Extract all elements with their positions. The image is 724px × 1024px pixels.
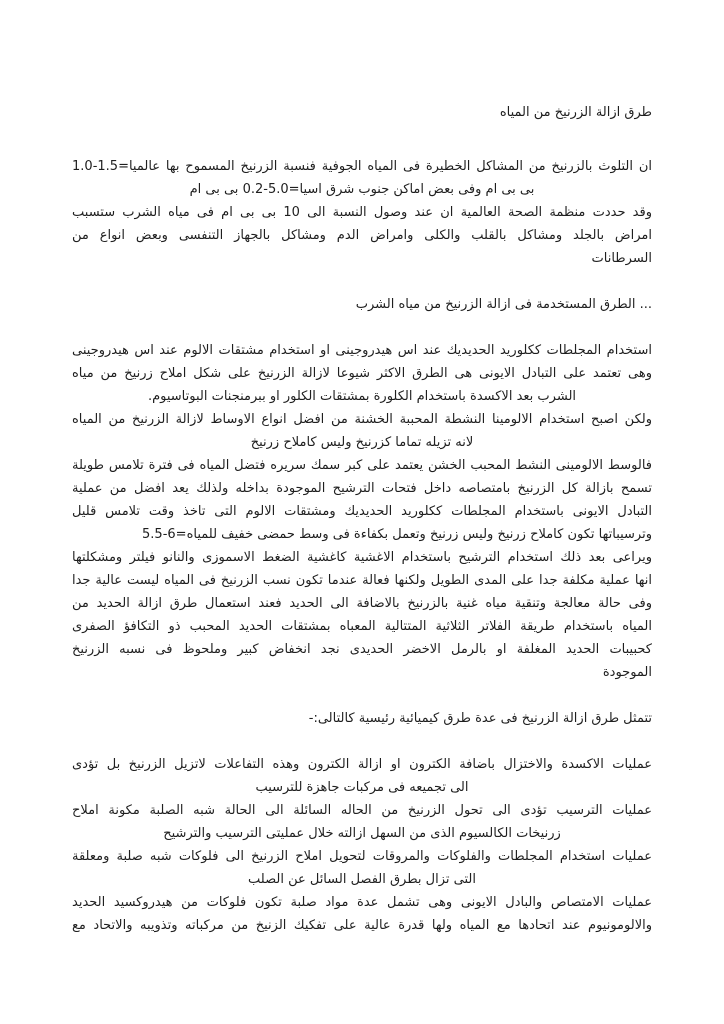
document-line: لانه تزيله تماما كزرنيخ وليس كاملاح زرنيخ <box>250 435 474 450</box>
document-line: الموجودة <box>602 665 652 680</box>
document-line: وفى حالة معالجة وتنقية مياه غنية بالزرنيخ بالاضافة الى الحديد فعند استعمال طرق ازالة الحديد من <box>72 596 652 611</box>
document-line: التى تزال بطرق الفصل السائل عن الصلب <box>248 872 476 887</box>
document-content <box>72 101 652 937</box>
document-line: والالومونيوم عند اتحادها مع المياه ولها قدرة عالية على تفكيك الزنيخ من مركباته وتذويبه والاتحاد مع <box>72 918 652 933</box>
document-line: الشرب بعد الاكسدة باستخدام الكلورة بمشتقات الكلور او ببرمنجنات البوتاسيوم. <box>147 389 577 404</box>
document-line: زرنيخات الكالسيوم الذى من السهل ازالته خلال عمليتى الترسيب والترشيح <box>163 826 561 841</box>
document-line: امراض بالجلد ومشاكل بالقلب والكلى وامراض الدم ومشاكل بالجهاز التنفسى وبعض انواع من <box>72 228 652 243</box>
document-line: انها عملية مكلفة جدا على المدى الطويل ولكنها فعالة عندما تكون نسب الزرنيخ فى المياه ليست عالية جدا <box>72 573 652 588</box>
document-line: التبادل الايونى باستخدام المجلطات ككلوريد الحديديك ومشتقات الالوم التى تاخذ وقت تلامس قليل <box>72 504 652 519</box>
document-line: ويراعى بعد ذلك استخدام الترشيح باستخدام الاغشية كاغشية الضغط الاسموزى والنانو فيلتر ومشكلتها <box>72 550 652 565</box>
document-title: طرق ازالة الزرنيخ من المياه <box>499 105 652 120</box>
document-line: وهى تعتمد على التبادل الايونى هى الطرق الاكثر شيوعا لازالة الزرنيخ على شكل املاح زرنيخ من مياه <box>72 366 652 381</box>
section-heading: تتمثل طرق ازالة الزرنيخ فى عدة طرق كيميائية رئيسية كالتالى:- <box>308 711 652 726</box>
document-line: عمليات استخدام المجلطات والفلوكات والمروقات لتحويل املاح الزرنيخ الى فلوكات شبه صلبة ومعلقة <box>72 849 652 864</box>
document-line: ولكن اصبح استخدام الالومينا النشطة المحببة الخشنة من افضل انواع الاوساط لازالة الزرنيخ من المياه <box>72 412 652 427</box>
document-line: السرطانات <box>591 251 652 266</box>
document-line: عمليات الاكسدة والاختزال باضافة الكترون او ازالة الكترون وهذه التفاعلات لاتزيل الزرنيخ بل تؤدى <box>72 757 652 772</box>
document-line: عمليات الامتصاص والبادل الايونى وهى تشمل عدة مواد صلبة تكون فلوكات من هيدروكسيد الحديد <box>72 895 652 910</box>
document-line: بى بى ام وفى بعض اماكن جنوب شرق اسيا=5.0-0.2 بى بى ام <box>189 182 535 197</box>
document-line: ان التلوث بالزرنيخ من المشاكل الخطيرة فى المياه الجوفية فنسبة الزرنيخ المسموح بها عالميا=1.5-1.0 <box>72 159 652 174</box>
section-heading: ... الطرق المستخدمة فى ازالة الزرنيخ من مياه الشرب <box>355 297 652 312</box>
document-line: وترسيباتها تكون كاملاح زرنيخ وليس زرنيخ وتعمل بكفاءة فى وسط حمضى خفيف للمياه=6-5.5 <box>142 527 652 542</box>
document-line: كحبيبات الحديد المغلفة او بالرمل الاخضر الحديدى نجد انخفاض كبير وملحوظ فى نسبه الزرنيخ <box>72 642 652 657</box>
document-line: فالوسط الالومينى النشط المحبب الخشن يعتمد على كبر سمك سريره فتضل المياه فى فترة تلامس طويلة <box>72 458 652 473</box>
document-line: استخدام المجلطات ككلوريد الحديديك عند اس هيدروجينى او استخدام مشتقات الالوم عند اس هيدروجينى <box>72 343 652 358</box>
document-line: الى تجميعه فى مركبات جاهزة للترسيب <box>255 780 469 795</box>
document-line: عمليات الترسيب تؤدى الى تحول الزرنيخ من الحاله السائلة الى الحالة شبه الصلبة مكونة املاح <box>72 803 652 818</box>
document-line: وقد حددت منظمة الصحة العالمية ان عند وصول النسبة الى 10 بى بى ام فى مياه الشرب ستسبب <box>72 205 652 220</box>
document-line: تسمح بازالة كل الزرنيخ بامتصاصه داخل فتحات الترشيح الموجودة بداخله ولذلك يعد افضل من عملية <box>72 481 652 496</box>
document-line: المياه باستخدام طريقة الفلاتر الثلاثية المتتالية المعباه بمشتقات الحديد المحبب ذو التكافؤ الصفرى <box>72 619 652 634</box>
